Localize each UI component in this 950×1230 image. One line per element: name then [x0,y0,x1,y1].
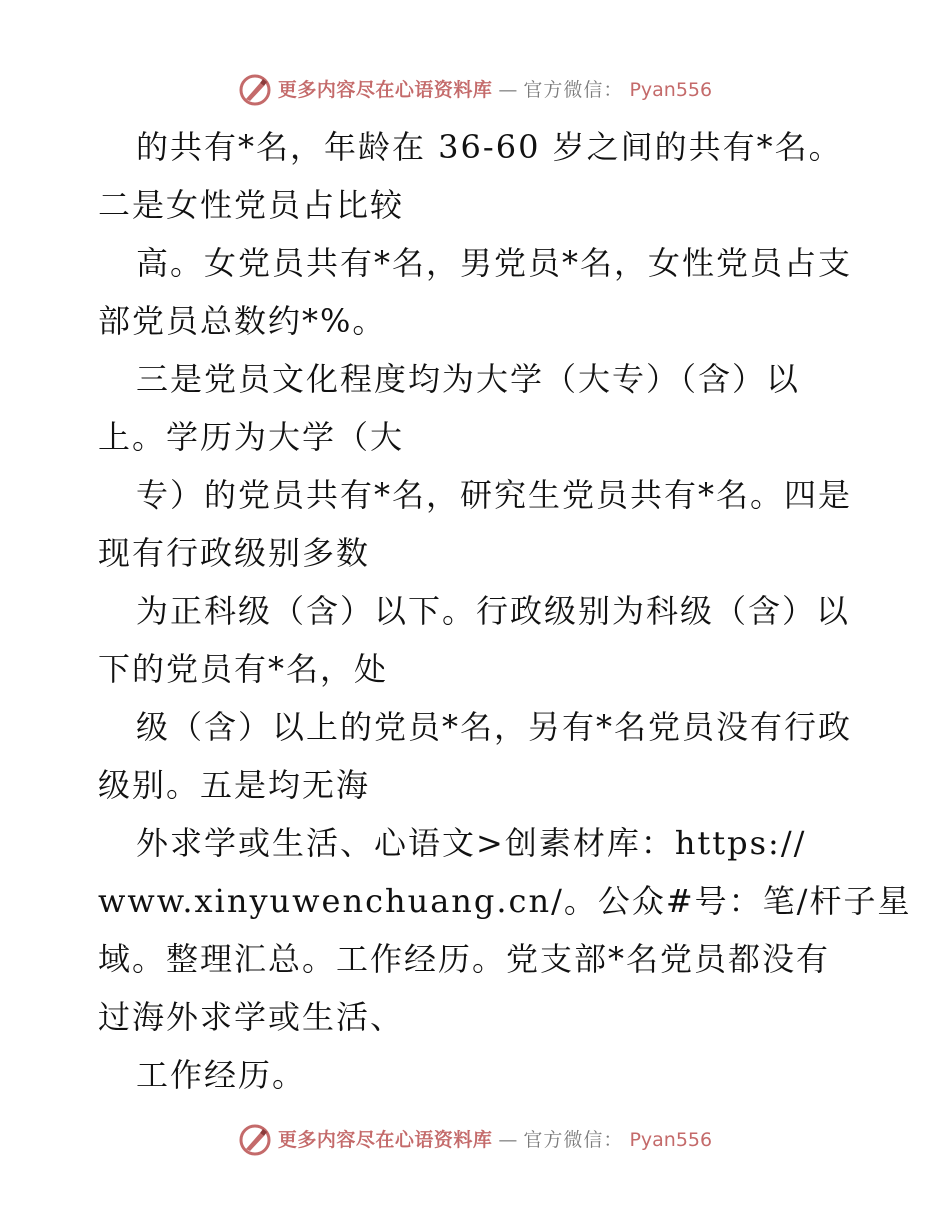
text-line: 为正科级（含）以下。行政级别为科级（含）以 [136,592,851,630]
text-line: 上。学历为大学（大 [98,418,405,456]
text-line: www.xinyuwenchuang.cn/。公众#号：笔/杆子星 [98,882,912,920]
text-line: 外求学或生活、心语文>创素材库：https:// [136,824,807,862]
footer-watermark [0,1122,950,1158]
watermark-dash: — [498,79,518,101]
watermark-dash: — [498,1129,518,1151]
document-body [98,118,912,1104]
text-line: 过海外求学或生活、 [98,998,405,1036]
text-line: 级（含）以上的党员*名，另有*名党员没有行政 [136,708,853,746]
text-line: 二是女性党员占比较 [98,186,405,224]
text-line: 部党员总数约*%。 [98,302,387,340]
text-line: 下的党员有*名，处 [98,650,389,688]
text-line: 的共有*名，年龄在 36-60 岁之间的共有*名。 [136,128,843,166]
text-line: 三是党员文化程度均为大学（大专）（含）以 [136,360,801,398]
text-line: 级别。五是均无海 [98,766,371,804]
watermark-wechat-id: Pyan556 [629,1129,713,1151]
watermark-official-label: 官方微信： [523,1129,624,1151]
text-line: 工作经历。 [136,1056,307,1094]
text-line: 高。女党员共有*名，男党员*名，女性党员占支 [136,244,853,282]
pen-logo-icon [238,1123,272,1157]
header-watermark [0,72,950,108]
text-line: 专）的党员共有*名，研究生党员共有*名。四是 [136,476,853,514]
text-line: 现有行政级别多数 [98,534,371,572]
watermark-site-name: 更多内容尽在心语资料库 [277,1129,493,1151]
text-line: 域。整理汇总。工作经历。党支部*名党员都没有 [98,940,831,978]
watermark-site-name: 更多内容尽在心语资料库 [277,79,493,101]
watermark-official-label: 官方微信： [523,79,624,101]
pen-logo-icon [238,73,272,107]
watermark-wechat-id: Pyan556 [629,79,713,101]
